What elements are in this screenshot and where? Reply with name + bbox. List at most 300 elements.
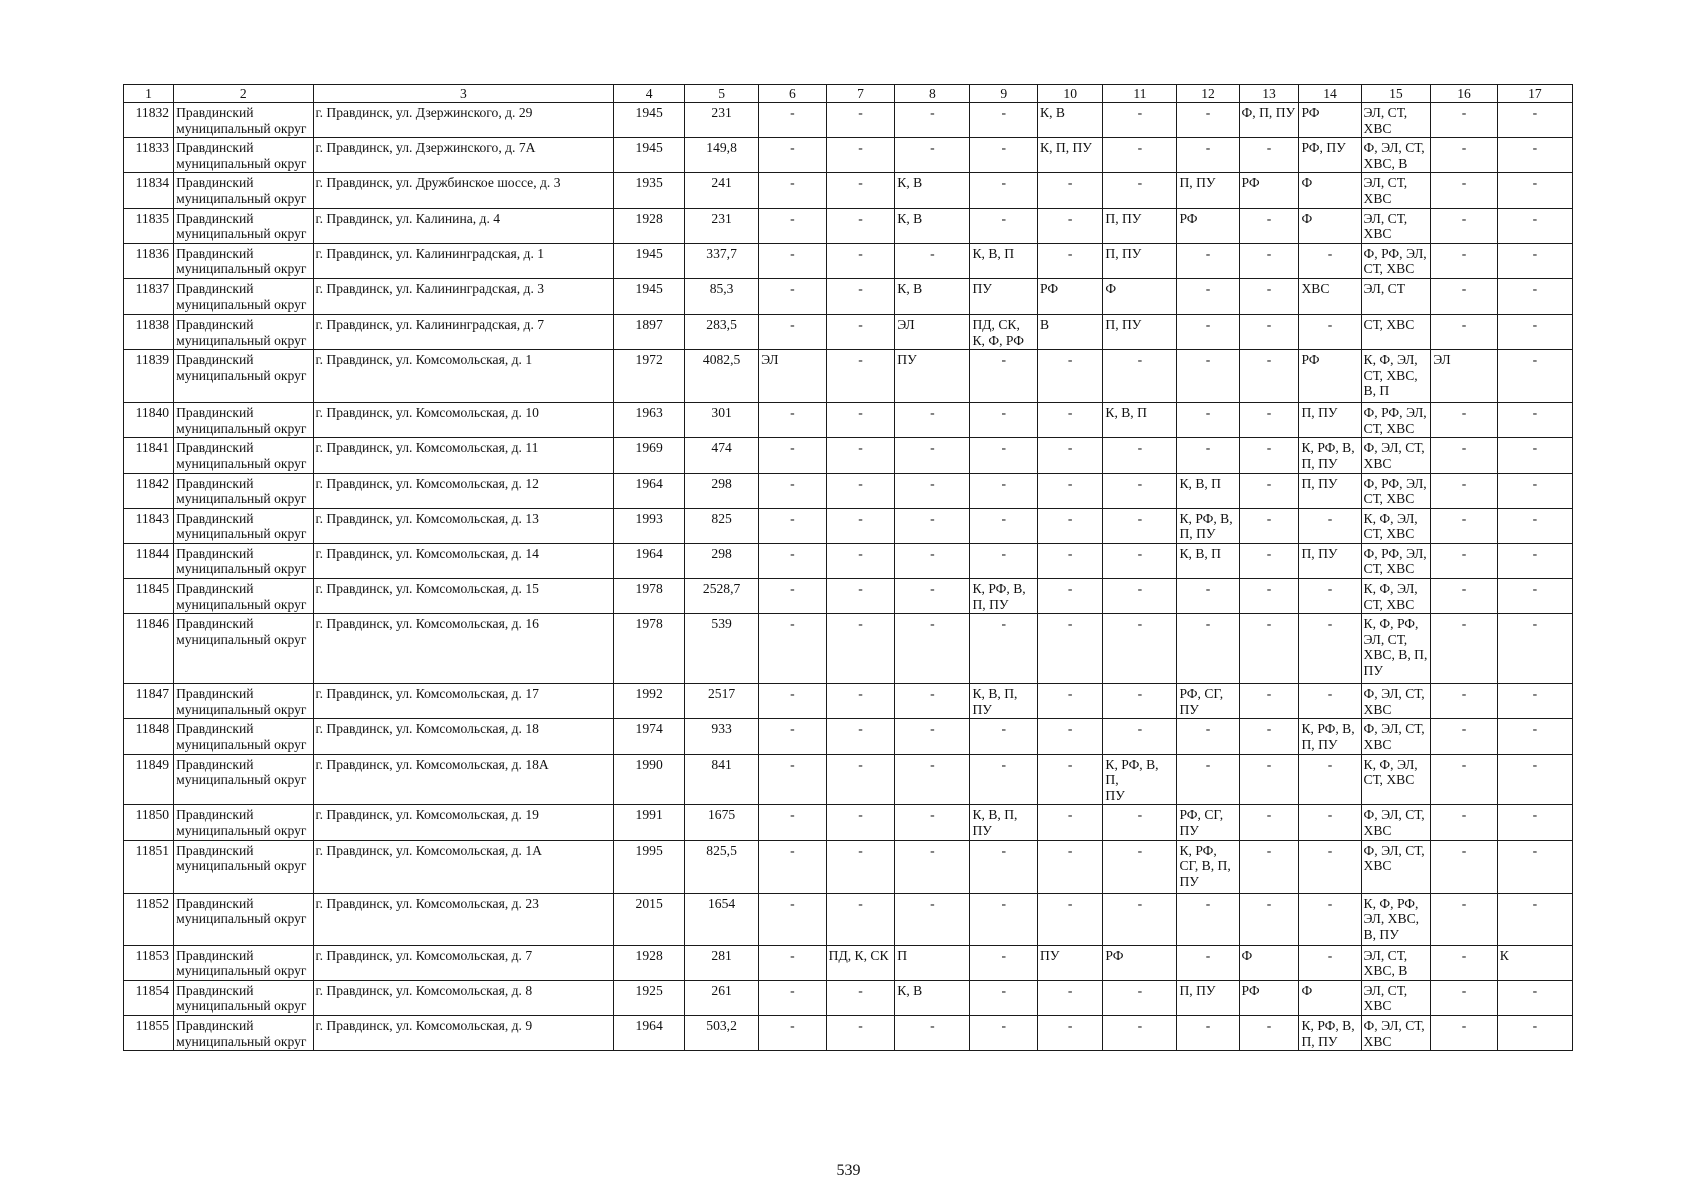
table-cell-col-5: 231 <box>685 208 759 243</box>
table-cell-col-14: РФ <box>1299 350 1361 403</box>
table-cell-col-8: - <box>895 893 970 945</box>
table-cell-col-16: - <box>1431 138 1497 173</box>
table-cell-col-5: 825,5 <box>685 840 759 893</box>
housing-registry-table <box>123 84 1573 1051</box>
table-cell-col-2: Правдинский муниципальный округ <box>174 438 313 473</box>
table-cell-col-17: - <box>1497 103 1572 138</box>
table-cell-col-5: 337,7 <box>685 243 759 278</box>
table-cell-col-5: 539 <box>685 614 759 684</box>
table-cell-col-12: - <box>1177 138 1239 173</box>
table-cell-col-11: РФ <box>1103 945 1177 980</box>
table-cell-col-3: г. Правдинск, ул. Дружбинское шоссе, д. 3 <box>313 173 614 208</box>
table-cell-col-2: Правдинский муниципальный округ <box>174 314 313 349</box>
table-cell-col-4: 1945 <box>614 138 685 173</box>
table-cell-col-6: - <box>759 173 827 208</box>
table-cell-col-10: К, В <box>1038 103 1103 138</box>
table-cell-col-17: - <box>1497 543 1572 578</box>
table-cell-col-16: - <box>1431 980 1497 1015</box>
table-cell-col-17: - <box>1497 1015 1572 1050</box>
table-cell-col-11: - <box>1103 508 1177 543</box>
table-row <box>124 719 1573 754</box>
table-cell-col-10: - <box>1038 473 1103 508</box>
table-cell-col-14: - <box>1299 893 1361 945</box>
table-cell-col-17: - <box>1497 684 1572 719</box>
table-cell-col-12: - <box>1177 579 1239 614</box>
table-cell-col-12: РФ <box>1177 208 1239 243</box>
table-cell-col-9: - <box>970 945 1038 980</box>
table-cell-col-1: 11854 <box>124 980 174 1015</box>
table-cell-col-9: К, В, П, ПУ <box>970 805 1038 840</box>
table-cell-col-13: - <box>1239 754 1299 805</box>
table-cell-col-1: 11847 <box>124 684 174 719</box>
table-cell-col-2: Правдинский муниципальный округ <box>174 945 313 980</box>
table-cell-col-7: - <box>826 1015 895 1050</box>
table-cell-col-12: - <box>1177 314 1239 349</box>
table-row <box>124 805 1573 840</box>
table-cell-col-10: В <box>1038 314 1103 349</box>
table-row <box>124 173 1573 208</box>
table-cell-col-8: - <box>895 684 970 719</box>
table-cell-col-5: 281 <box>685 945 759 980</box>
table-cell-col-10: - <box>1038 243 1103 278</box>
table-cell-col-10: РФ <box>1038 278 1103 314</box>
column-header-4: 4 <box>614 85 685 103</box>
table-cell-col-8: - <box>895 243 970 278</box>
table-cell-col-7: - <box>826 473 895 508</box>
table-cell-col-16: - <box>1431 103 1497 138</box>
table-row <box>124 138 1573 173</box>
table-cell-col-3: г. Правдинск, ул. Калинина, д. 4 <box>313 208 614 243</box>
table-cell-col-2: Правдинский муниципальный округ <box>174 208 313 243</box>
table-cell-col-12: - <box>1177 243 1239 278</box>
table-cell-col-2: Правдинский муниципальный округ <box>174 543 313 578</box>
table-row <box>124 754 1573 805</box>
table-cell-col-12: П, ПУ <box>1177 980 1239 1015</box>
table-cell-col-6: - <box>759 508 827 543</box>
table-cell-col-3: г. Правдинск, ул. Калининградская, д. 3 <box>313 278 614 314</box>
table-cell-col-8: - <box>895 754 970 805</box>
table-cell-col-16: - <box>1431 719 1497 754</box>
table-cell-col-8: - <box>895 473 970 508</box>
column-header-6: 6 <box>759 85 827 103</box>
table-cell-col-15: Ф, ЭЛ, СТ, ХВС <box>1361 438 1431 473</box>
table-cell-col-17: - <box>1497 614 1572 684</box>
table-cell-col-13: - <box>1239 579 1299 614</box>
table-header-row <box>124 85 1573 103</box>
table-cell-col-14: РФ <box>1299 103 1361 138</box>
column-header-8: 8 <box>895 85 970 103</box>
table-cell-col-14: К, РФ, В, П, ПУ <box>1299 438 1361 473</box>
table-cell-col-13: РФ <box>1239 980 1299 1015</box>
table-cell-col-7: - <box>826 243 895 278</box>
table-cell-col-15: Ф, РФ, ЭЛ, СТ, ХВС <box>1361 473 1431 508</box>
table-cell-col-9: - <box>970 754 1038 805</box>
table-row <box>124 579 1573 614</box>
table-cell-col-14: П, ПУ <box>1299 473 1361 508</box>
table-cell-col-4: 1978 <box>614 614 685 684</box>
table-cell-col-5: 241 <box>685 173 759 208</box>
column-header-15: 15 <box>1361 85 1431 103</box>
column-header-11: 11 <box>1103 85 1177 103</box>
table-cell-col-1: 11853 <box>124 945 174 980</box>
table-cell-col-3: г. Правдинск, ул. Комсомольская, д. 14 <box>313 543 614 578</box>
table-cell-col-17: - <box>1497 893 1572 945</box>
table-cell-col-7: - <box>826 438 895 473</box>
table-cell-col-8: ЭЛ <box>895 314 970 349</box>
table-cell-col-14: - <box>1299 579 1361 614</box>
table-cell-col-10: - <box>1038 543 1103 578</box>
table-cell-col-16: - <box>1431 754 1497 805</box>
table-cell-col-6: - <box>759 278 827 314</box>
table-cell-col-13: Ф <box>1239 945 1299 980</box>
table-cell-col-6: - <box>759 805 827 840</box>
table-cell-col-15: Ф, ЭЛ, СТ, ХВС <box>1361 805 1431 840</box>
table-cell-col-4: 1969 <box>614 438 685 473</box>
table-cell-col-11: - <box>1103 173 1177 208</box>
table-cell-col-1: 11832 <box>124 103 174 138</box>
table-cell-col-2: Правдинский муниципальный округ <box>174 403 313 438</box>
table-cell-col-6: - <box>759 840 827 893</box>
table-cell-col-15: Ф, РФ, ЭЛ, СТ, ХВС <box>1361 403 1431 438</box>
table-cell-col-3: г. Правдинск, ул. Комсомольская, д. 12 <box>313 473 614 508</box>
table-cell-col-13: - <box>1239 614 1299 684</box>
table-cell-col-12: - <box>1177 945 1239 980</box>
table-cell-col-10: К, П, ПУ <box>1038 138 1103 173</box>
table-cell-col-12: К, РФ, В, П, ПУ <box>1177 508 1239 543</box>
column-header-13: 13 <box>1239 85 1299 103</box>
table-cell-col-2: Правдинский муниципальный округ <box>174 278 313 314</box>
table-cell-col-7: - <box>826 208 895 243</box>
table-cell-col-17: - <box>1497 579 1572 614</box>
table-cell-col-10: - <box>1038 840 1103 893</box>
table-cell-col-10: - <box>1038 980 1103 1015</box>
table-cell-col-15: СТ, ХВС <box>1361 314 1431 349</box>
table-cell-col-14: - <box>1299 508 1361 543</box>
table-cell-col-4: 1925 <box>614 980 685 1015</box>
table-cell-col-15: Ф, ЭЛ, СТ, ХВС <box>1361 684 1431 719</box>
table-cell-col-14: - <box>1299 614 1361 684</box>
column-header-2: 2 <box>174 85 313 103</box>
table-cell-col-7: - <box>826 543 895 578</box>
table-cell-col-2: Правдинский муниципальный округ <box>174 719 313 754</box>
table-cell-col-14: - <box>1299 945 1361 980</box>
table-cell-col-6: - <box>759 614 827 684</box>
table-cell-col-5: 1654 <box>685 893 759 945</box>
table-cell-col-1: 11840 <box>124 403 174 438</box>
table-cell-col-9: - <box>970 173 1038 208</box>
table-cell-col-17: - <box>1497 278 1572 314</box>
table-cell-col-13: - <box>1239 138 1299 173</box>
table-cell-col-11: - <box>1103 893 1177 945</box>
table-cell-col-13: - <box>1239 473 1299 508</box>
table-cell-col-11: - <box>1103 350 1177 403</box>
table-cell-col-4: 1991 <box>614 805 685 840</box>
table-cell-col-6: - <box>759 684 827 719</box>
table-cell-col-9: - <box>970 1015 1038 1050</box>
table-cell-col-11: П, ПУ <box>1103 243 1177 278</box>
table-cell-col-6: - <box>759 754 827 805</box>
table-cell-col-13: - <box>1239 684 1299 719</box>
table-cell-col-17: - <box>1497 314 1572 349</box>
table-cell-col-14: К, РФ, В, П, ПУ <box>1299 1015 1361 1050</box>
table-cell-col-6: - <box>759 579 827 614</box>
table-cell-col-8: - <box>895 508 970 543</box>
table-cell-col-17: - <box>1497 403 1572 438</box>
table-cell-col-1: 11837 <box>124 278 174 314</box>
table-cell-col-15: ЭЛ, СТ, ХВС <box>1361 980 1431 1015</box>
table-cell-col-10: - <box>1038 754 1103 805</box>
table-cell-col-17: - <box>1497 243 1572 278</box>
table-row <box>124 980 1573 1015</box>
table-cell-col-16: - <box>1431 403 1497 438</box>
table-cell-col-7: - <box>826 614 895 684</box>
table-cell-col-2: Правдинский муниципальный округ <box>174 840 313 893</box>
table-cell-col-15: Ф, ЭЛ, СТ, ХВС, В <box>1361 138 1431 173</box>
table-row <box>124 508 1573 543</box>
table-cell-col-6: - <box>759 103 827 138</box>
table-cell-col-11: П, ПУ <box>1103 208 1177 243</box>
table-cell-col-9: ПУ <box>970 278 1038 314</box>
table-cell-col-7: - <box>826 805 895 840</box>
column-header-7: 7 <box>826 85 895 103</box>
table-cell-col-2: Правдинский муниципальный округ <box>174 350 313 403</box>
table-cell-col-6: - <box>759 438 827 473</box>
table-cell-col-2: Правдинский муниципальный округ <box>174 473 313 508</box>
table-cell-col-13: - <box>1239 1015 1299 1050</box>
table-cell-col-14: - <box>1299 314 1361 349</box>
table-cell-col-3: г. Правдинск, ул. Калининградская, д. 1 <box>313 243 614 278</box>
table-cell-col-14: - <box>1299 805 1361 840</box>
table-cell-col-12: - <box>1177 278 1239 314</box>
table-cell-col-7: - <box>826 579 895 614</box>
table-cell-col-8: П <box>895 945 970 980</box>
table-cell-col-13: - <box>1239 543 1299 578</box>
table-cell-col-9: - <box>970 893 1038 945</box>
table-cell-col-11: - <box>1103 980 1177 1015</box>
table-cell-col-1: 11845 <box>124 579 174 614</box>
column-header-17: 17 <box>1497 85 1572 103</box>
table-row <box>124 438 1573 473</box>
table-cell-col-2: Правдинский муниципальный округ <box>174 893 313 945</box>
table-cell-col-15: К, Ф, ЭЛ, СТ, ХВС <box>1361 579 1431 614</box>
table-cell-col-8: - <box>895 614 970 684</box>
table-cell-col-9: - <box>970 840 1038 893</box>
table-cell-col-8: - <box>895 138 970 173</box>
table-cell-col-4: 1974 <box>614 719 685 754</box>
table-cell-col-4: 1945 <box>614 103 685 138</box>
table-cell-col-17: - <box>1497 754 1572 805</box>
table-cell-col-9: - <box>970 508 1038 543</box>
table-cell-col-4: 1964 <box>614 1015 685 1050</box>
table-cell-col-1: 11846 <box>124 614 174 684</box>
table-cell-col-15: Ф, ЭЛ, СТ, ХВС <box>1361 840 1431 893</box>
table-cell-col-8: - <box>895 1015 970 1050</box>
table-cell-col-11: - <box>1103 438 1177 473</box>
table-cell-col-12: - <box>1177 438 1239 473</box>
table-cell-col-6: - <box>759 473 827 508</box>
table-cell-col-7: - <box>826 173 895 208</box>
table-cell-col-6: - <box>759 208 827 243</box>
table-cell-col-16: - <box>1431 840 1497 893</box>
table-cell-col-1: 11851 <box>124 840 174 893</box>
table-cell-col-17: - <box>1497 840 1572 893</box>
table-cell-col-7: - <box>826 508 895 543</box>
table-cell-col-6: - <box>759 403 827 438</box>
table-cell-col-9: - <box>970 438 1038 473</box>
table-cell-col-6: - <box>759 980 827 1015</box>
table-cell-col-9: ПД, СК, К, Ф, РФ <box>970 314 1038 349</box>
table-cell-col-5: 261 <box>685 980 759 1015</box>
table-cell-col-1: 11843 <box>124 508 174 543</box>
table-cell-col-6: ЭЛ <box>759 350 827 403</box>
table-cell-col-8: ПУ <box>895 350 970 403</box>
table-cell-col-7: - <box>826 980 895 1015</box>
table-cell-col-6: - <box>759 243 827 278</box>
table-cell-col-10: - <box>1038 350 1103 403</box>
table-row <box>124 314 1573 349</box>
table-cell-col-5: 825 <box>685 508 759 543</box>
table-cell-col-7: - <box>826 278 895 314</box>
table-cell-col-8: - <box>895 543 970 578</box>
table-cell-col-4: 1990 <box>614 754 685 805</box>
table-cell-col-4: 1928 <box>614 945 685 980</box>
table-cell-col-7: - <box>826 314 895 349</box>
table-cell-col-3: г. Правдинск, ул. Дзержинского, д. 29 <box>313 103 614 138</box>
table-cell-col-5: 301 <box>685 403 759 438</box>
table-cell-col-10: - <box>1038 805 1103 840</box>
table-cell-col-11: Ф <box>1103 278 1177 314</box>
table-cell-col-8: К, В <box>895 173 970 208</box>
table-cell-col-3: г. Правдинск, ул. Комсомольская, д. 8 <box>313 980 614 1015</box>
table-cell-col-11: К, В, П <box>1103 403 1177 438</box>
table-cell-col-2: Правдинский муниципальный округ <box>174 614 313 684</box>
table-cell-col-6: - <box>759 1015 827 1050</box>
table-row <box>124 208 1573 243</box>
table-cell-col-15: К, Ф, РФ, ЭЛ, ХВС, В, ПУ <box>1361 893 1431 945</box>
table-cell-col-11: - <box>1103 1015 1177 1050</box>
table-cell-col-12: - <box>1177 403 1239 438</box>
table-cell-col-3: г. Правдинск, ул. Дзержинского, д. 7А <box>313 138 614 173</box>
table-cell-col-5: 841 <box>685 754 759 805</box>
table-cell-col-2: Правдинский муниципальный округ <box>174 684 313 719</box>
table-cell-col-11: - <box>1103 103 1177 138</box>
table-cell-col-17: - <box>1497 138 1572 173</box>
table-cell-col-2: Правдинский муниципальный округ <box>174 103 313 138</box>
table-cell-col-17: - <box>1497 208 1572 243</box>
table-cell-col-4: 1993 <box>614 508 685 543</box>
table-cell-col-6: - <box>759 138 827 173</box>
table-cell-col-14: Ф <box>1299 173 1361 208</box>
table-cell-col-12: - <box>1177 754 1239 805</box>
table-cell-col-11: - <box>1103 614 1177 684</box>
table-cell-col-5: 298 <box>685 473 759 508</box>
table-cell-col-16: - <box>1431 243 1497 278</box>
table-row <box>124 350 1573 403</box>
table-cell-col-5: 474 <box>685 438 759 473</box>
table-cell-col-5: 503,2 <box>685 1015 759 1050</box>
table-cell-col-11: - <box>1103 684 1177 719</box>
table-cell-col-8: - <box>895 103 970 138</box>
table-cell-col-10: - <box>1038 508 1103 543</box>
table-cell-col-5: 2528,7 <box>685 579 759 614</box>
table-cell-col-2: Правдинский муниципальный округ <box>174 138 313 173</box>
table-cell-col-13: - <box>1239 278 1299 314</box>
table-cell-col-16: - <box>1431 438 1497 473</box>
table-cell-col-17: К <box>1497 945 1572 980</box>
table-cell-col-17: - <box>1497 805 1572 840</box>
table-cell-col-4: 1945 <box>614 278 685 314</box>
table-cell-col-6: - <box>759 719 827 754</box>
column-header-9: 9 <box>970 85 1038 103</box>
table-cell-col-16: - <box>1431 543 1497 578</box>
table-cell-col-9: - <box>970 350 1038 403</box>
table-cell-col-2: Правдинский муниципальный округ <box>174 754 313 805</box>
table-cell-col-11: П, ПУ <box>1103 314 1177 349</box>
table-row <box>124 614 1573 684</box>
table-cell-col-5: 4082,5 <box>685 350 759 403</box>
table-row <box>124 103 1573 138</box>
table-cell-col-7: - <box>826 719 895 754</box>
table-cell-col-16: - <box>1431 579 1497 614</box>
table-cell-col-8: - <box>895 579 970 614</box>
table-cell-col-12: - <box>1177 893 1239 945</box>
table-cell-col-1: 11838 <box>124 314 174 349</box>
table-cell-col-5: 298 <box>685 543 759 578</box>
table-cell-col-1: 11839 <box>124 350 174 403</box>
table-cell-col-13: - <box>1239 243 1299 278</box>
table-cell-col-3: г. Правдинск, ул. Комсомольская, д. 16 <box>313 614 614 684</box>
table-cell-col-15: ЭЛ, СТ, ХВС <box>1361 208 1431 243</box>
table-cell-col-13: - <box>1239 893 1299 945</box>
table-cell-col-9: - <box>970 103 1038 138</box>
table-cell-col-13: Ф, П, ПУ <box>1239 103 1299 138</box>
table-cell-col-3: г. Правдинск, ул. Калининградская, д. 7 <box>313 314 614 349</box>
table-cell-col-16: - <box>1431 945 1497 980</box>
table-cell-col-13: - <box>1239 403 1299 438</box>
table-cell-col-10: - <box>1038 719 1103 754</box>
table-cell-col-16: - <box>1431 614 1497 684</box>
table-cell-col-7: - <box>826 684 895 719</box>
table-cell-col-14: ХВС <box>1299 278 1361 314</box>
table-cell-col-9: - <box>970 614 1038 684</box>
table-cell-col-2: Правдинский муниципальный округ <box>174 173 313 208</box>
table-cell-col-1: 11836 <box>124 243 174 278</box>
table-cell-col-17: - <box>1497 719 1572 754</box>
table-cell-col-10: ПУ <box>1038 945 1103 980</box>
table-cell-col-3: г. Правдинск, ул. Комсомольская, д. 7 <box>313 945 614 980</box>
table-cell-col-16: ЭЛ <box>1431 350 1497 403</box>
table-cell-col-16: - <box>1431 1015 1497 1050</box>
table-cell-col-11: - <box>1103 840 1177 893</box>
table-cell-col-4: 1992 <box>614 684 685 719</box>
table-cell-col-11: - <box>1103 543 1177 578</box>
table-cell-col-11: К, РФ, В, П, ПУ <box>1103 754 1177 805</box>
table-cell-col-17: - <box>1497 350 1572 403</box>
table-cell-col-14: РФ, ПУ <box>1299 138 1361 173</box>
table-cell-col-13: - <box>1239 719 1299 754</box>
table-cell-col-1: 11833 <box>124 138 174 173</box>
table-cell-col-7: - <box>826 403 895 438</box>
table-cell-col-9: - <box>970 980 1038 1015</box>
table-cell-col-12: К, В, П <box>1177 473 1239 508</box>
table-cell-col-14: П, ПУ <box>1299 403 1361 438</box>
column-header-10: 10 <box>1038 85 1103 103</box>
table-cell-col-10: - <box>1038 1015 1103 1050</box>
table-cell-col-17: - <box>1497 438 1572 473</box>
table-cell-col-7: - <box>826 840 895 893</box>
table-cell-col-4: 1935 <box>614 173 685 208</box>
table-cell-col-12: - <box>1177 719 1239 754</box>
